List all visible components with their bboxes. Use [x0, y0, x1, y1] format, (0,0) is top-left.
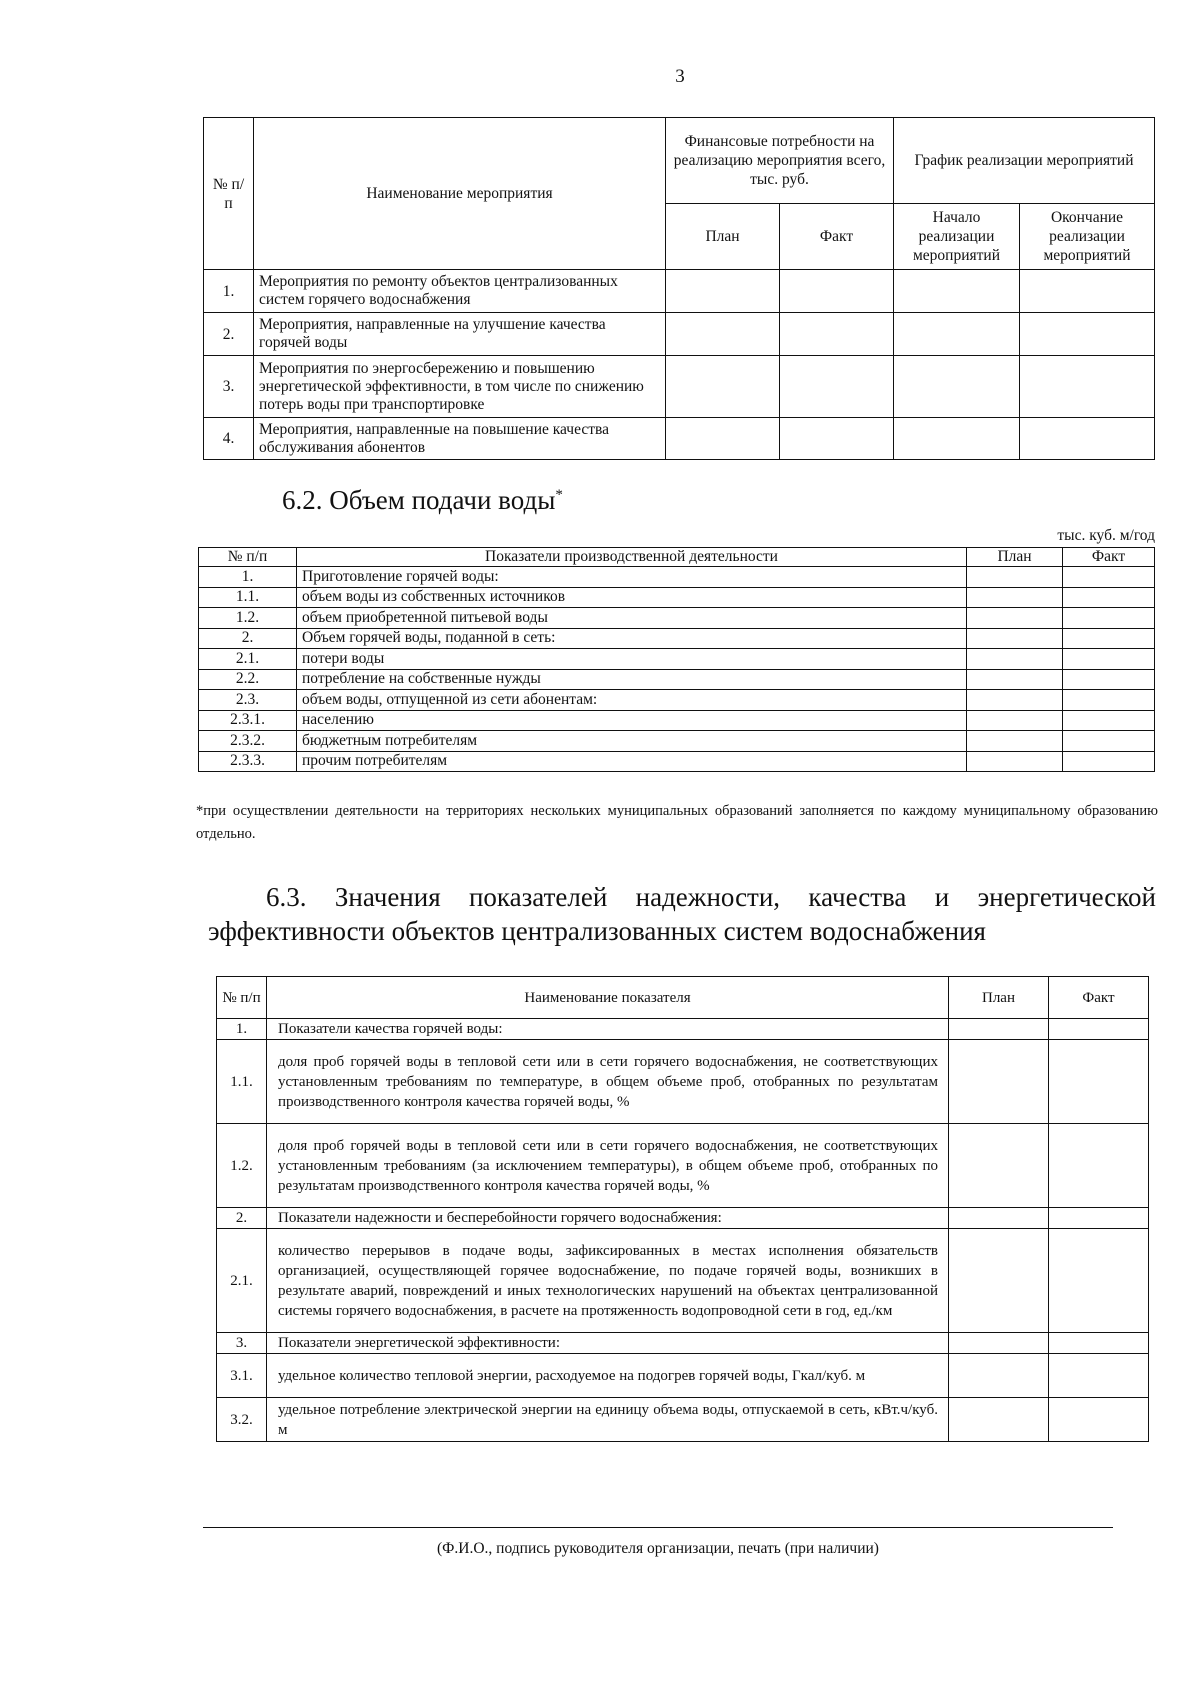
plan-cell: [967, 731, 1063, 752]
header-measure-name: Наименование мероприятия: [254, 118, 666, 270]
section-title-indicators: 6.3. Значения показателей надежности, качества и энергетической эффективности объектов централизованных систем водоснабжения: [208, 882, 1156, 946]
plan-cell: [967, 669, 1063, 690]
row-name: населению: [297, 710, 967, 731]
footnote-mark: *: [555, 487, 563, 503]
signature-caption: (Ф.И.О., подпись руководителя организации, печать (при наличии): [437, 1540, 879, 1557]
header-fact: Факт: [1049, 977, 1149, 1019]
plan-cell: [967, 567, 1063, 588]
row-name: Объем горячей воды, поданной в сеть:: [297, 628, 967, 649]
row-num: 1.2.: [217, 1124, 267, 1208]
row-num: 2.: [217, 1208, 267, 1229]
table-row: [217, 1019, 1149, 1040]
indicators-table: [216, 976, 1149, 1442]
plan-cell: [949, 1019, 1049, 1040]
fact-cell: [1063, 567, 1155, 588]
row-name: доля проб горячей воды в тепловой сети или в сети горячего водоснабжения, не соответствующих установленным требованиям (за исключением температуры), в общем объеме проб, отобранных по результатам производственного контроля качества горячей воды, %: [267, 1124, 949, 1208]
measures-table: [203, 117, 1155, 460]
fact-cell: [1063, 690, 1155, 711]
table-row: [217, 1040, 1149, 1124]
page-number: 3: [675, 66, 685, 87]
row-num: 2.3.2.: [199, 731, 297, 752]
end-cell: [1020, 313, 1155, 356]
row-num: 3.2.: [217, 1398, 267, 1442]
table-row: [199, 751, 1155, 772]
table-row: [199, 690, 1155, 711]
table-row: [199, 628, 1155, 649]
row-name: Показатели энергетической эффективности:: [267, 1333, 949, 1354]
plan-cell: [949, 1354, 1049, 1398]
table-row: [199, 669, 1155, 690]
row-num: 3.1.: [217, 1354, 267, 1398]
row-name: Мероприятия, направленные на улучшение качества горячей воды: [254, 313, 666, 356]
section-title-text: 6.2. Объем подачи воды: [282, 485, 556, 515]
table-row: [204, 313, 1155, 356]
row-name: доля проб горячей воды в тепловой сети или в сети горячего водоснабжения, не соответствующих установленным требованиям по температуре, в общем объеме проб, отобранных по результатам производственного контроля качества горячей воды, %: [267, 1040, 949, 1124]
header-plan: План: [666, 204, 780, 270]
table-row: [199, 731, 1155, 752]
row-name: Показатели качества горячей воды:: [267, 1019, 949, 1040]
table-row: [199, 608, 1155, 629]
table-row: [217, 1398, 1149, 1442]
fact-cell: [1063, 587, 1155, 608]
fact-cell: [780, 418, 894, 460]
row-name: бюджетным потребителям: [297, 731, 967, 752]
fact-cell: [1049, 1124, 1149, 1208]
table-row: [204, 418, 1155, 460]
row-name: Приготовление горячей воды:: [297, 567, 967, 588]
row-num: 1.1.: [217, 1040, 267, 1124]
plan-cell: [949, 1040, 1049, 1124]
row-name: потребление на собственные нужды: [297, 669, 967, 690]
plan-cell: [967, 628, 1063, 649]
plan-cell: [949, 1398, 1049, 1442]
header-fact: Факт: [780, 204, 894, 270]
start-cell: [894, 270, 1020, 313]
fact-cell: [1049, 1398, 1149, 1442]
plan-cell: [949, 1208, 1049, 1229]
header-indicator: Наименование показателя: [267, 977, 949, 1019]
plan-cell: [666, 418, 780, 460]
table-row: [199, 587, 1155, 608]
row-name: прочим потребителям: [297, 751, 967, 772]
end-cell: [1020, 270, 1155, 313]
table-row: [217, 1333, 1149, 1354]
row-name: потери воды: [297, 649, 967, 670]
row-name: объем приобретенной питьевой воды: [297, 608, 967, 629]
start-cell: [894, 418, 1020, 460]
header-num: № п/п: [217, 977, 267, 1019]
row-num: 4.: [204, 418, 254, 460]
row-num: 1.1.: [199, 587, 297, 608]
header-plan: План: [949, 977, 1049, 1019]
fact-cell: [1063, 710, 1155, 731]
row-num: 2.3.1.: [199, 710, 297, 731]
table-row: [199, 710, 1155, 731]
row-num: 2.3.: [199, 690, 297, 711]
fact-cell: [1049, 1333, 1149, 1354]
footnote: *при осуществлении деятельности на территориях нескольких муниципальных образований заполняется по каждому муниципальному образованию отдельно.: [196, 803, 1158, 842]
row-num: 2.: [199, 628, 297, 649]
row-name: Показатели надежности и бесперебойности горячего водоснабжения:: [267, 1208, 949, 1229]
plan-cell: [967, 649, 1063, 670]
fact-cell: [1063, 731, 1155, 752]
table-row: [217, 1208, 1149, 1229]
plan-cell: [949, 1124, 1049, 1208]
table-row: [217, 1229, 1149, 1333]
table-row: [204, 356, 1155, 418]
row-name: Мероприятия по энергосбережению и повышению энергетической эффективности, в том числе по снижению потерь воды при транспортировке: [254, 356, 666, 418]
table-row: [199, 567, 1155, 588]
row-num: 1.: [204, 270, 254, 313]
table-row: [199, 649, 1155, 670]
end-cell: [1020, 418, 1155, 460]
section-title-water-supply: [282, 485, 563, 516]
plan-cell: [967, 710, 1063, 731]
row-name: объем воды из собственных источников: [297, 587, 967, 608]
fact-cell: [1049, 1019, 1149, 1040]
plan-cell: [967, 587, 1063, 608]
row-name: Мероприятия, направленные на повышение качества обслуживания абонентов: [254, 418, 666, 460]
header-end: Окончание реализации мероприятий: [1020, 204, 1155, 270]
plan-cell: [967, 608, 1063, 629]
fact-cell: [1063, 608, 1155, 629]
row-num: 1.: [217, 1019, 267, 1040]
table-row: [217, 1354, 1149, 1398]
end-cell: [1020, 356, 1155, 418]
header-start: Начало реализации мероприятий: [894, 204, 1020, 270]
header-plan: План: [967, 548, 1063, 567]
fact-cell: [780, 356, 894, 418]
plan-cell: [949, 1333, 1049, 1354]
row-name: удельное количество тепловой энергии, расходуемое на подогрев горячей воды, Гкал/куб. м: [267, 1354, 949, 1398]
row-name: количество перерывов в подаче воды, зафиксированных в местах исполнения обязательств организацией, осуществляющей горячее водоснабжение, по подаче горячей воды, возникших в результате аварий, повреждений и иных технологических нарушений на объектах централизованной системы горячего водоснабжения, в расчете на протяженность водопроводной сети в год, ед./км: [267, 1229, 949, 1333]
row-num: 2.2.: [199, 669, 297, 690]
fact-cell: [1049, 1208, 1149, 1229]
fact-cell: [1049, 1354, 1149, 1398]
fact-cell: [780, 270, 894, 313]
row-num: 2.3.3.: [199, 751, 297, 772]
header-schedule: График реализации мероприятий: [894, 118, 1155, 204]
signature-line: [203, 1527, 1113, 1528]
header-indicator: Показатели производственной деятельности: [297, 548, 967, 567]
fact-cell: [1063, 649, 1155, 670]
start-cell: [894, 356, 1020, 418]
row-name: Мероприятия по ремонту объектов централизованных систем горячего водоснабжения: [254, 270, 666, 313]
units-label: тыс. куб. м/год: [1057, 527, 1155, 544]
row-num: 2.: [204, 313, 254, 356]
plan-cell: [666, 270, 780, 313]
fact-cell: [1049, 1040, 1149, 1124]
row-num: 1.: [199, 567, 297, 588]
fact-cell: [780, 313, 894, 356]
fact-cell: [1063, 628, 1155, 649]
table-row: [217, 1124, 1149, 1208]
plan-cell: [666, 313, 780, 356]
header-num: № п/п: [199, 548, 297, 567]
row-num: 2.1.: [199, 649, 297, 670]
plan-cell: [949, 1229, 1049, 1333]
row-name: объем воды, отпущенной из сети абонентам:: [297, 690, 967, 711]
fact-cell: [1063, 751, 1155, 772]
start-cell: [894, 313, 1020, 356]
row-name: удельное потребление электрической энергии на единицу объема воды, отпускаемой в сеть, кВт.ч/куб. м: [267, 1398, 949, 1442]
row-num: 3.: [217, 1333, 267, 1354]
table-row: [204, 270, 1155, 313]
plan-cell: [967, 751, 1063, 772]
fact-cell: [1049, 1229, 1149, 1333]
header-fact: Факт: [1063, 548, 1155, 567]
row-num: 2.1.: [217, 1229, 267, 1333]
water-supply-table: [198, 547, 1155, 772]
plan-cell: [967, 690, 1063, 711]
header-num: № п/п: [204, 118, 254, 270]
header-finance: Финансовые потребности на реализацию мероприятия всего, тыс. руб.: [666, 118, 894, 204]
row-num: 3.: [204, 356, 254, 418]
row-num: 1.2.: [199, 608, 297, 629]
plan-cell: [666, 356, 780, 418]
fact-cell: [1063, 669, 1155, 690]
